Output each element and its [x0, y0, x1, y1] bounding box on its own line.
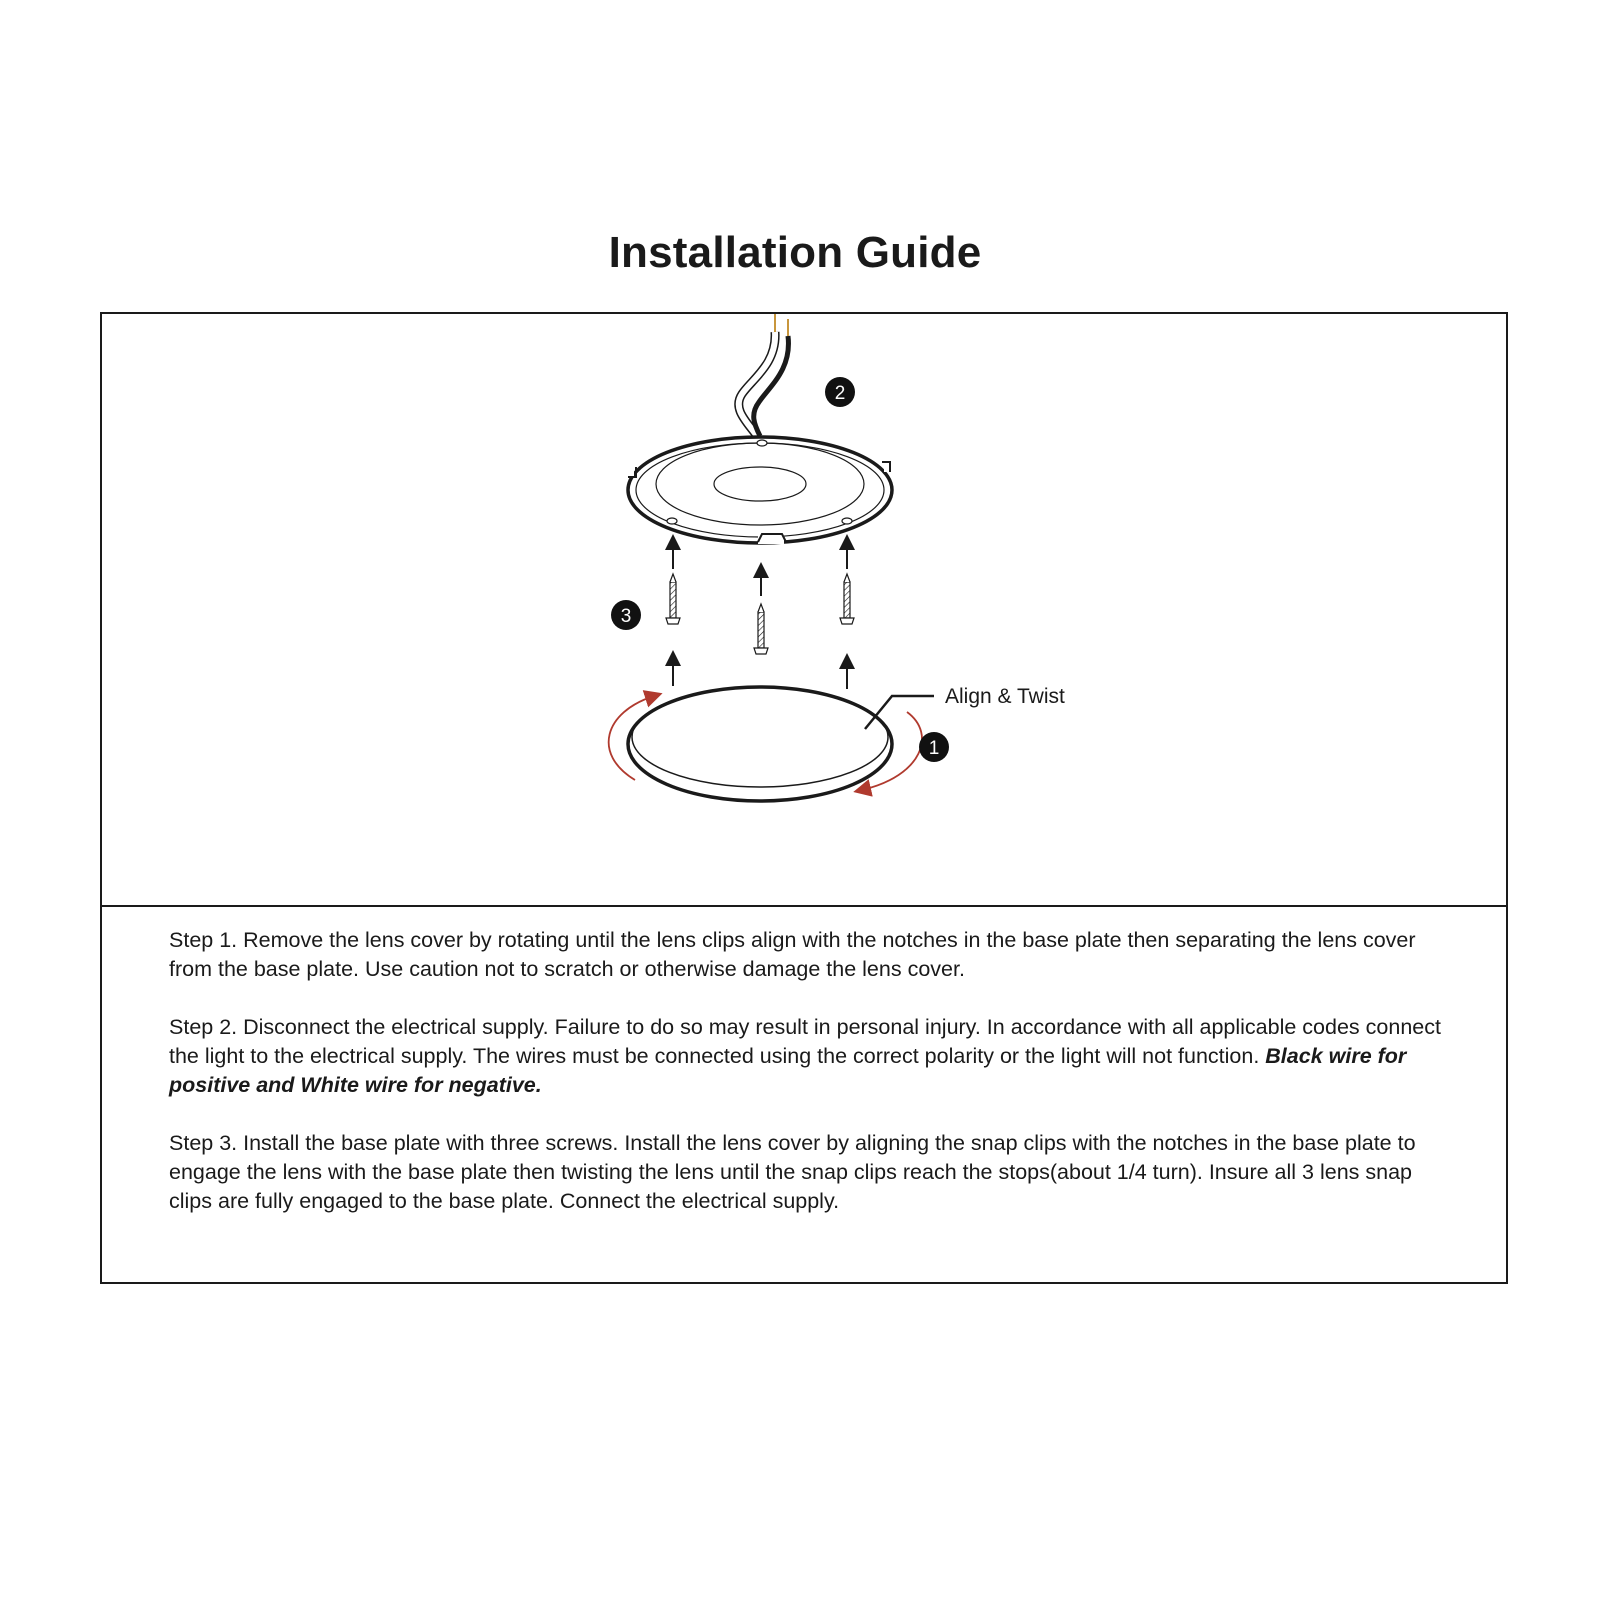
step-1-body: Step 1. Remove the lens cover by rotating until the lens clips align with the notches in the base plate then separating the lens cover from the base plate. Use caution not to scratch or otherwise damage the lens cover. [169, 928, 1416, 981]
steps-panel [169, 926, 1449, 1245]
upward-arrows-top [673, 542, 847, 596]
step-3-body: Step 3. Install the base plate with three screws. Install the lens cover by aligning the snap clips with the notches in the base plate to engage the lens with the base plate then twisting the lens until the snap clips reach the stops(about 1/4 turn). Insure all 3 lens snap clips are fully engaged to the base plate. Connect the electrical supply. [169, 1131, 1416, 1213]
step-2-text [169, 1013, 1449, 1100]
step-badge-3 [611, 600, 641, 630]
base-plate [626, 437, 892, 544]
diagram-panel [102, 314, 1506, 907]
lens-cover [628, 687, 892, 801]
wires [739, 314, 789, 436]
screw-icon [840, 574, 854, 624]
installation-diagram [102, 314, 1506, 904]
step-2-wire-polarity-note: Black wire for positive and White wire for negative. [169, 1044, 1407, 1097]
page-title: Installation Guide [608, 228, 982, 277]
screw-icon [754, 604, 768, 654]
step-3-text [169, 1129, 1449, 1216]
step-badge-1 [919, 732, 949, 762]
screw-icon [666, 574, 680, 624]
upward-arrows-bottom [673, 658, 847, 689]
step-2-body: Step 2. Disconnect the electrical supply. Failure to do so may result in personal injury. In accordance with all applicable codes connect the light to the electrical supply. The wires must be connected using the correct polarity or the light will not function. [169, 1015, 1441, 1068]
step-badge-2 [825, 377, 855, 407]
svg-text:1: 1 [928, 738, 940, 759]
svg-text:3: 3 [620, 606, 632, 627]
align-twist-label: Align & Twist [945, 685, 1065, 708]
step-1-text [169, 926, 1449, 984]
installation-guide-box [100, 312, 1508, 1284]
svg-text:2: 2 [834, 383, 846, 404]
